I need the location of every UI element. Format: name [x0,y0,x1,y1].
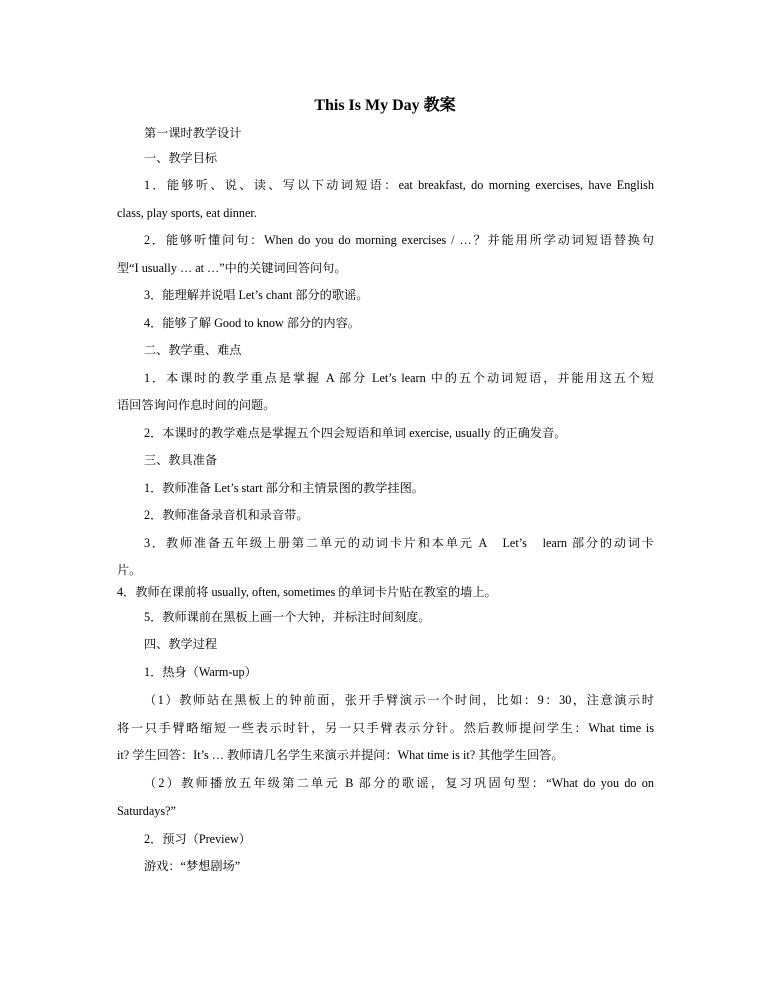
paragraph-line: 3．能理解并说唱 Let’s chant 部分的歌谣。 [144,288,369,302]
paragraph-line: 将一只手臂略缩短一些表示时针，另一只手臂表示分针。然后教师提问学生：What time is [117,721,654,735]
paragraph-line: 2．本课时的教学难点是掌握五个四会短语和单词 exercise, usually 的正确发音。 [144,426,567,440]
section-heading-focus: 二、教学重、难点 [144,343,242,357]
paragraph-line: it? 学生回答：It’s … 教师请几名学生来演示并提问：What time is it? 其他学生回答。 [117,748,564,762]
paragraph-line: 2．能够听懂问句：When do you do morning exercises / …？并能用所学动词短语替换句 [144,233,654,247]
paragraph-line: 型“I usually … at …”中的关键词回答问句。 [117,261,347,275]
paragraph-line: 4．能够了解 Good to know 部分的内容。 [144,316,360,330]
paragraph-line: （2）教师播放五年级第二单元 B 部分的歌谣，复习巩固句型：“What do you do on [144,776,654,790]
paragraph-line: Saturdays?” [117,804,176,818]
document-title: This Is My Day 教案 [314,97,456,114]
paragraph-line: 2．预习（Preview） [144,832,251,846]
paragraph-line: 4．教师在课前将 usually, often, sometimes 的单词卡片贴在教室的墙上。 [117,585,497,599]
paragraph-line: 片。 [117,563,142,577]
paragraph-line: （1）教师站在黑板上的钟前面，张开手臂演示一个时间，比如：9：30，注意演示时 [144,693,654,707]
paragraph-line: 3．教师准备五年级上册第二单元的动词卡片和本单元 A Let’s learn 部分的动词卡 [144,536,654,550]
paragraph-line: 5．教师课前在黑板上画一个大钟，并标注时间刻度。 [144,610,431,624]
paragraph-line: 1．本课时的教学重点是掌握 A 部分 Let’s learn 中的五个动词短语，并能用这五个短 [144,371,654,385]
section-heading-goals: 一、教学目标 [144,151,218,165]
lesson-heading: 第一课时教学设计 [144,126,242,140]
section-heading-materials: 三、教具准备 [144,453,218,467]
paragraph-line: 2．教师准备录音机和录音带。 [144,508,309,522]
paragraph-line: 1．教师准备 Let’s start 部分和主情景图的教学挂图。 [144,481,424,495]
paragraph-line: 游戏：“梦想剧场” [144,859,241,873]
paragraph-line: 语回答询问作息时间的问题。 [117,398,276,412]
section-heading-process: 四、教学过程 [144,637,218,651]
paragraph-line: 1．热身（Warm-up） [144,665,257,679]
paragraph-line: 1．能够听、说、读、写以下动词短语：eat breakfast, do morning exercises, have English [144,178,654,192]
paragraph-line: class, play sports, eat dinner. [117,206,257,220]
